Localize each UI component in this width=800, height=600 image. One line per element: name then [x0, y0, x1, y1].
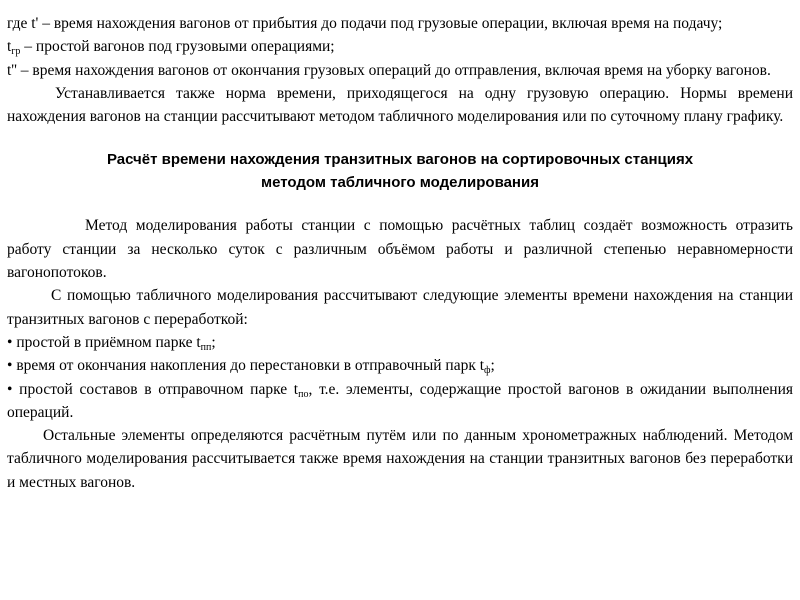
bullet-subscript: по	[298, 388, 309, 400]
t-gr-text: – простой вагонов под грузовыми операциями;	[20, 38, 335, 56]
t-gr-symbol: t	[7, 38, 12, 56]
section-heading	[7, 148, 793, 194]
paragraph-other-elements-text: Остальные элементы определяются расчётным путём или по данным хронометражных наблюдений. Методом табличного моделирования рассчитывается также время нахождения на станции транзитных вагонов без переработки и местных вагонов.	[7, 427, 793, 491]
paragraph-t-double-prime-text: t'' – время нахождения вагонов от окончания грузовых операций до отправления, включая время на уборку вагонов.	[7, 61, 771, 79]
paragraph-t-gr	[7, 35, 793, 58]
paragraph-t-prime	[7, 12, 793, 35]
paragraph-elements	[7, 284, 793, 331]
paragraph-method-text: Метод моделирования работы станции с помощью расчётных таблиц создаёт возможность отразить работу станции за несколько суток с различным объёмом работы и различной степенью неравномерности вагонопотоков.	[7, 217, 793, 282]
paragraph-other-elements	[7, 424, 793, 494]
bullet-subscript: ф	[484, 365, 491, 377]
bullet-subscript: пп	[200, 341, 212, 353]
document-page	[7, 12, 793, 494]
bullet-item	[7, 378, 793, 425]
paragraph-t-prime-text: где t' – время нахождения вагонов от прибытия до подачи под грузовые операции, включая время на подачу;	[7, 15, 723, 32]
bullet-item	[7, 331, 793, 354]
section-heading-line-1: Расчёт времени нахождения транзитных вагонов на сортировочных станциях	[106, 151, 694, 169]
paragraph-norms	[7, 82, 793, 129]
bullet-text-end: ;	[211, 333, 216, 351]
bullet-text: время от окончания накопления до перестановки в отправочный парк t	[12, 357, 485, 375]
paragraph-norms-text: Устанавливается также норма времени, приходящегося на одну грузовую операцию. Нормы времени нахождения вагонов на станции рассчитывают методом табличного моделирования или по суточному плану графику.	[7, 84, 793, 126]
bullet-mark: •	[7, 380, 13, 398]
bullet-item	[7, 354, 793, 377]
paragraph-elements-text: С помощью табличного моделирования рассчитывают следующие элементы времени нахождения на станции транзитных вагонов с переработкой:	[7, 287, 793, 328]
section-heading-line-2: методом табличного моделирования	[261, 174, 539, 192]
paragraph-t-double-prime	[7, 59, 793, 82]
bullet-text: простой составов в отправочном парке t	[12, 380, 299, 398]
bullet-mark: •	[7, 357, 13, 375]
bullet-mark: •	[7, 333, 13, 351]
t-gr-subscript: гр	[11, 46, 21, 58]
bullet-text-end: , т.е. элементы, содержащие простой вагонов в ожидании выполнения операций.	[7, 380, 793, 421]
bullet-text: простой в приёмном парке t	[12, 333, 201, 351]
paragraph-method	[7, 214, 793, 284]
bullet-text-end: ;	[490, 357, 495, 375]
